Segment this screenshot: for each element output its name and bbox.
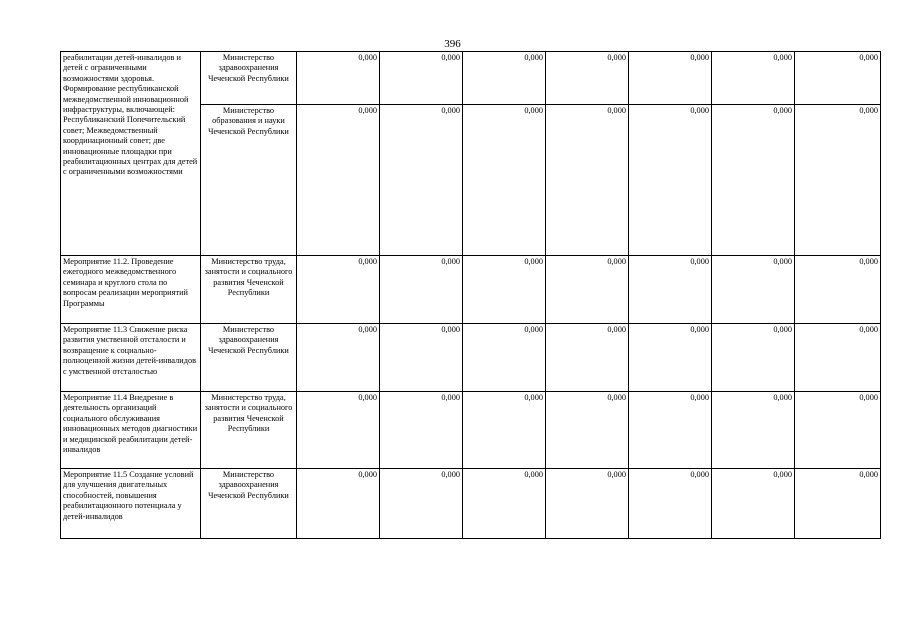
- value-cell: 0,000: [380, 392, 463, 469]
- value-cell: 0,000: [629, 105, 712, 256]
- value-cell: 0,000: [297, 105, 380, 256]
- value-cell: 0,000: [463, 469, 546, 539]
- value-cell: 0,000: [629, 392, 712, 469]
- activity-cell: Мероприятие 11.2. Проведение ежегодного межведомственного семинара и круглого стола по вопросам реализации мероприятий Программы: [61, 256, 201, 324]
- responsible-cell: Министерство труда, занятости и социального развития Чеченской Республики: [201, 392, 297, 469]
- value-cell: 0,000: [546, 469, 629, 539]
- value-cell: 0,000: [463, 392, 546, 469]
- value-cell: 0,000: [795, 105, 881, 256]
- value-cell: 0,000: [712, 52, 795, 105]
- value-cell: 0,000: [546, 105, 629, 256]
- value-cell: 0,000: [712, 392, 795, 469]
- responsible-cell: Министерство образования и науки Чеченской Республики: [201, 105, 297, 256]
- value-cell: 0,000: [463, 324, 546, 392]
- activity-cell: Мероприятие 11.4 Внедрение в деятельность организаций социального обслуживания инновационных методов диагностики и медицинской реабилитации детей-инвалидов: [61, 392, 201, 469]
- value-cell: 0,000: [380, 256, 463, 324]
- value-cell: 0,000: [546, 324, 629, 392]
- program-activities-table: [60, 51, 881, 539]
- responsible-cell: Министерство здравоохранения Чеченской Республики: [201, 52, 297, 105]
- table-row: [61, 392, 881, 469]
- value-cell: 0,000: [795, 392, 881, 469]
- table-row: [61, 256, 881, 324]
- value-cell: 0,000: [795, 256, 881, 324]
- value-cell: 0,000: [463, 256, 546, 324]
- table-row: [61, 324, 881, 392]
- responsible-cell: Министерство здравоохранения Чеченской Республики: [201, 469, 297, 539]
- value-cell: 0,000: [712, 105, 795, 256]
- value-cell: 0,000: [546, 52, 629, 105]
- value-cell: 0,000: [297, 392, 380, 469]
- value-cell: 0,000: [380, 469, 463, 539]
- value-cell: 0,000: [380, 52, 463, 105]
- value-cell: 0,000: [629, 469, 712, 539]
- value-cell: 0,000: [297, 52, 380, 105]
- value-cell: 0,000: [712, 469, 795, 539]
- value-cell: 0,000: [380, 324, 463, 392]
- value-cell: 0,000: [380, 105, 463, 256]
- responsible-cell: Министерство труда, занятости и социального развития Чеченской Республики: [201, 256, 297, 324]
- value-cell: 0,000: [795, 469, 881, 539]
- activity-cell: Мероприятие 11.5 Создание условий для улучшения двигательных способностей, повышения реабилитационного потенциала у детей-инвалидов: [61, 469, 201, 539]
- value-cell: 0,000: [629, 52, 712, 105]
- value-cell: 0,000: [712, 324, 795, 392]
- value-cell: 0,000: [463, 52, 546, 105]
- value-cell: 0,000: [712, 256, 795, 324]
- value-cell: 0,000: [297, 324, 380, 392]
- activity-cell: Мероприятие 11.3 Снижение риска развития умственной отсталости и возвращение к социально-полноценной жизни детей-инвалидов с умственной отсталостью: [61, 324, 201, 392]
- value-cell: 0,000: [297, 256, 380, 324]
- value-cell: 0,000: [629, 324, 712, 392]
- table-row: [61, 52, 881, 105]
- value-cell: 0,000: [795, 324, 881, 392]
- table-row: [61, 469, 881, 539]
- value-cell: 0,000: [463, 105, 546, 256]
- activity-cell: реабилитации детей-инвалидов и детей с ограниченными возможностями здоровья. Формирование республиканской межведомственной инновационной инфраструктуры, включающей: Республиканский Попечительский совет; Межведомственный координационный совет; две инновационные площадки при реабилитационных центрах для детей с ограниченными возможностями: [61, 52, 201, 256]
- value-cell: 0,000: [629, 256, 712, 324]
- page-number: 396: [444, 38, 461, 50]
- value-cell: 0,000: [546, 256, 629, 324]
- value-cell: 0,000: [795, 52, 881, 105]
- value-cell: 0,000: [297, 469, 380, 539]
- responsible-cell: Министерство здравоохранения Чеченской Республики: [201, 324, 297, 392]
- value-cell: 0,000: [546, 392, 629, 469]
